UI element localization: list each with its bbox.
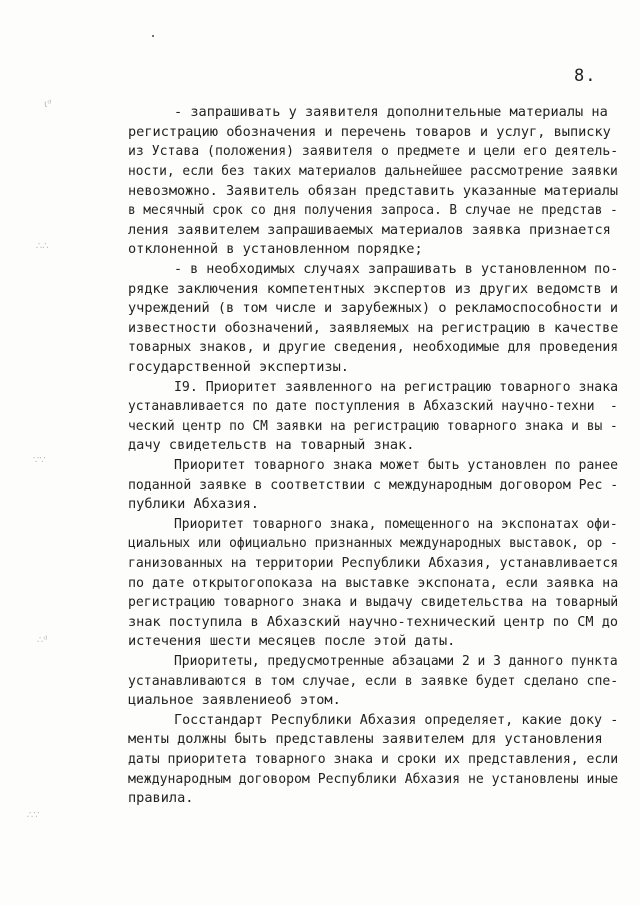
- text-line: дачу свидетельств на товарный знак.: [128, 437, 415, 453]
- text-line: товарных знаков, и другие сведения, необходимые для проведения: [128, 339, 619, 355]
- text-line: истечения шести месяцев после этой даты.: [128, 633, 456, 649]
- text-line: циальное заявлениеоб этом.: [128, 692, 341, 708]
- text-line: ганизованных на территории Республики Абхазия, устанавливается: [128, 555, 619, 571]
- text-line: Приоритеты, предусмотренные абзацами 2 и 3 данного пункта: [174, 653, 618, 669]
- text-line: регистрацию товарного знака и выдачу свидетельства на товарный: [128, 594, 619, 610]
- text-line: менты должны быть представлены заявителем для установления: [128, 731, 603, 747]
- text-line: из Устава (положения) заявителя о предмете и цели его деятель-: [128, 143, 619, 159]
- page-number: 8.: [574, 66, 597, 86]
- text-line: Приоритет товарного знака, помещенного на экспонатах офи-: [174, 516, 618, 532]
- text-line: устанавливается по дате поступления в Абхазский научно-техни -: [128, 398, 618, 414]
- text-line: циальных или официально признанных международных выставок, ор -: [128, 535, 618, 551]
- text-line: невозможно. Заявитель обязан представить указанные материалы: [128, 183, 619, 199]
- text-line: устанавливаются в том случае, если в заявке будет сделано спе-: [128, 673, 619, 689]
- margin-mark: ∴ᵈ: [37, 635, 48, 646]
- text-line: I9. Приоритет заявленного на регистрацию товарного знака: [174, 379, 619, 395]
- text-line: ческий центр по СМ заявки на регистрацию товарного знака и вы -: [128, 418, 618, 434]
- text-line: даты приоритета товарного знака и сроки их представления, если: [128, 751, 619, 767]
- text-line: учреждений (в том числе и зарубежных) о рекламоспособности и: [128, 300, 619, 316]
- margin-mark: ɩᵈ: [44, 99, 52, 110]
- text-line: знак поступила в Абхазский научно-технический центр по СМ до: [128, 614, 619, 630]
- ink-speck: [152, 35, 154, 37]
- text-line: международным договором Республики Абхазия не установлены иные: [128, 771, 619, 787]
- text-line: правила.: [128, 790, 194, 806]
- margin-mark: ∴∵: [27, 810, 40, 821]
- text-line: рядке заключения компетентных экспертов из других ведомств и: [128, 281, 619, 297]
- text-line: поданной заявке в соответствии с международным договором Рес -: [128, 477, 619, 493]
- text-line: регистрацию обозначения и перечень товаров и услуг, выписку: [128, 124, 611, 140]
- text-line: публики Абхазия.: [128, 496, 259, 512]
- text-line: государственной экспертизы.: [128, 359, 349, 375]
- margin-mark: ∵∵: [33, 455, 46, 466]
- text-line: известности обозначений, заявляемых на регистрацию в качестве: [128, 320, 619, 336]
- text-line: по дате открытогопоказа на выставке экспоната, если заявка на: [128, 575, 619, 591]
- text-line: Госстандарт Республики Абхазия определяет, какие доку -: [174, 712, 619, 728]
- text-line: ности, если без таких материалов дальнейшее рассмотрение заявки: [128, 163, 618, 179]
- margin-mark: ∴∴: [36, 241, 49, 252]
- text-line: - запрашивать у заявителя дополнительные материалы на: [174, 104, 608, 120]
- text-line: в месячный срок со дня получения запроса. В случае не представ -: [128, 202, 618, 218]
- text-line: Приоритет товарного знака может быть установлен по ранее: [174, 457, 619, 473]
- text-line: отклоненной в установленном порядке;: [128, 241, 423, 257]
- text-line: ления заявителем запрашиваемых материалов заявка признается: [128, 222, 611, 238]
- text-line: - в необходимых случаях запрашивать в установленном по-: [174, 261, 619, 277]
